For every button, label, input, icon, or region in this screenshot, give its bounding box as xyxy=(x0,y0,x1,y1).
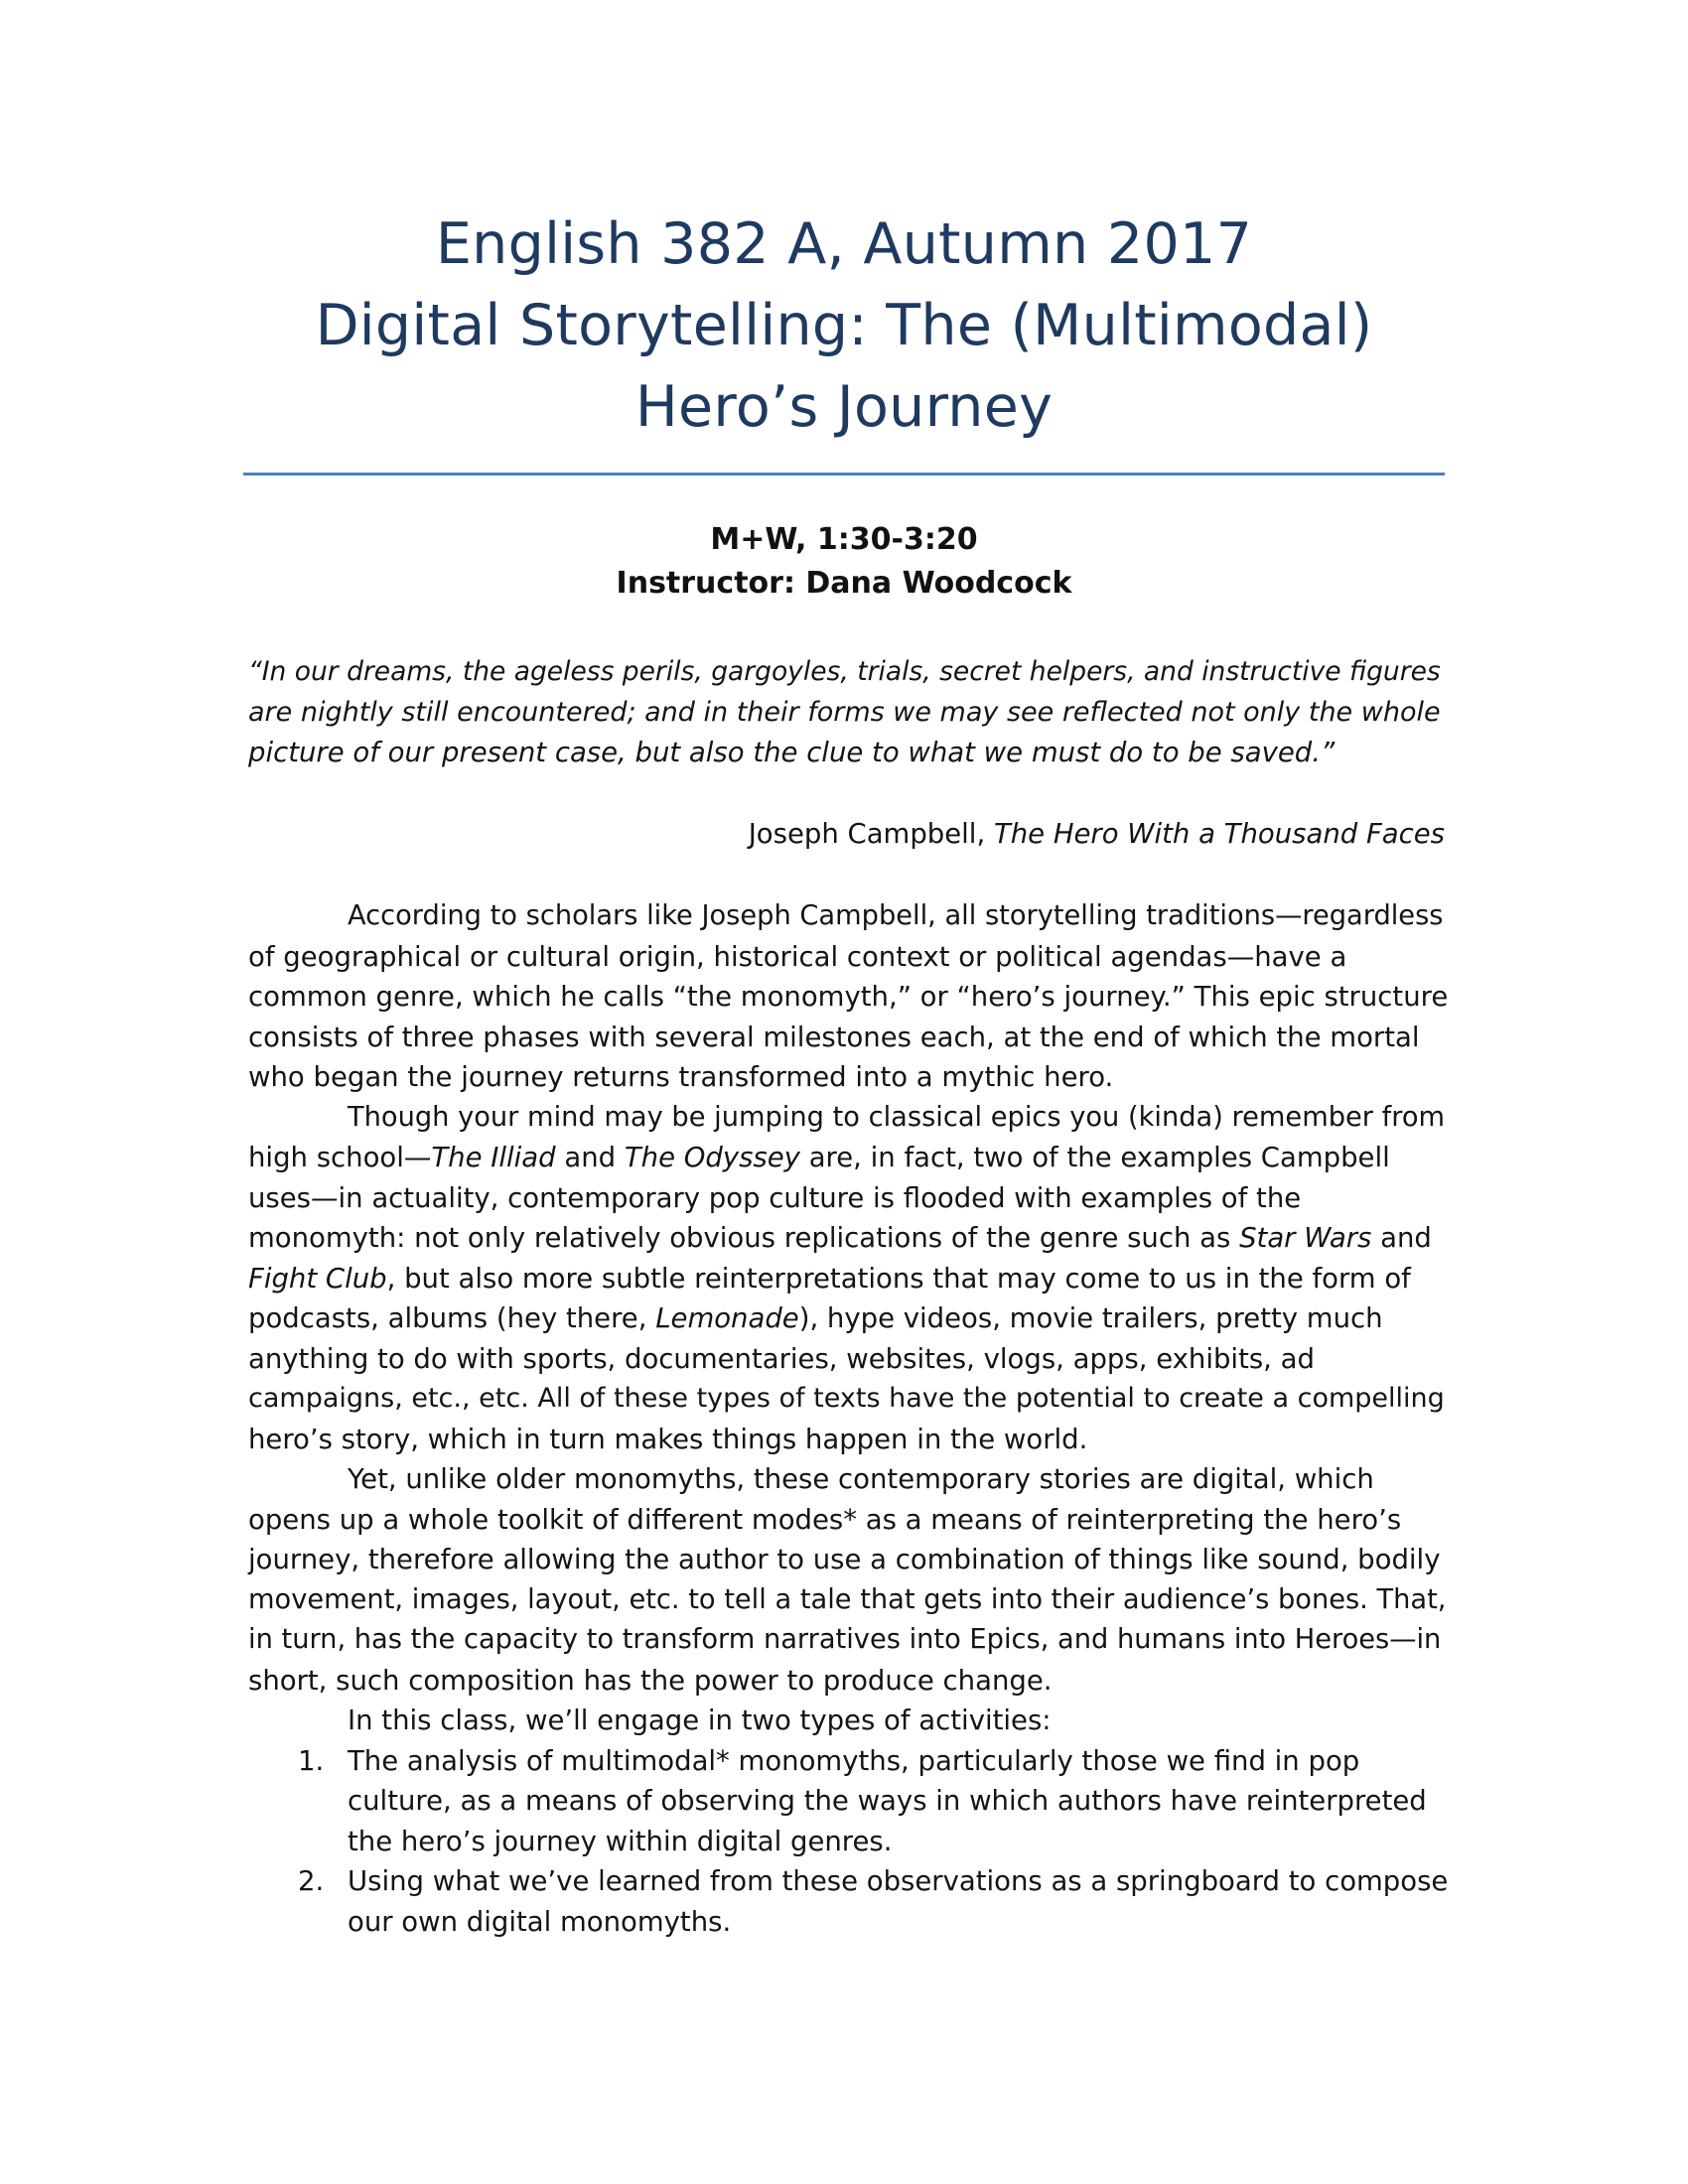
title-line-1: English 382 A, Autumn 2017 xyxy=(435,211,1253,277)
activities-intro: In this class, we’ll engage in two types of activities: xyxy=(348,1705,1052,1736)
text-run: and xyxy=(555,1142,625,1173)
list-item-line: Using what we’ve learned from these observations as a springboard to compose xyxy=(348,1865,1449,1897)
paragraph-2-line: uses—in actuality, contemporary pop culture is flooded with examples of the xyxy=(248,1181,1302,1214)
paragraph-2-line xyxy=(248,1218,1450,1259)
paragraph-2-line: hero’s story, which in turn makes things happen in the world. xyxy=(248,1423,1088,1455)
paragraph-1-line: consists of three phases with several milestones each, at the end of which the mortal xyxy=(248,1021,1420,1053)
paragraph-2-line xyxy=(248,1298,1450,1339)
epigraph-line-1: “In our dreams, the ageless perils, gargoyles, trials, secret helpers, and instructive figures xyxy=(248,656,1441,687)
paragraph-3-line: in turn, has the capacity to transform narratives into Epics, and humans into Heroes—in xyxy=(248,1624,1442,1655)
list-item-line: culture, as a means of observing the ways in which authors have reinterpreted xyxy=(348,1785,1427,1817)
list-item-line: our own digital monomyths. xyxy=(348,1905,732,1938)
course-title xyxy=(243,204,1445,448)
paragraph-2-line: anything to do with sports, documentaries, websites, vlogs, apps, exhibits, ad xyxy=(248,1342,1315,1375)
instructor: Instructor: Dana Woodcock xyxy=(616,566,1072,601)
epigraph-line-3: picture of our present case, but also the clue to what we must do to be saved.” xyxy=(248,737,1336,768)
paragraph-3-line: Yet, unlike older monomyths, these contemporary stories are digital, which xyxy=(348,1463,1374,1495)
title-line-3: Hero’s Journey xyxy=(634,374,1054,440)
course-meta xyxy=(243,518,1445,606)
paragraph-3-line: journey, therefore allowing the author to use a combination of things like sound, bodily xyxy=(248,1544,1441,1575)
text-run: , but also more subtle reinterpretations that may come to us in the form of xyxy=(386,1262,1411,1295)
paragraph-1-line: According to scholars like Joseph Campbell, all storytelling traditions—regardless xyxy=(348,900,1444,931)
title-odyssey: The Odyssey xyxy=(624,1142,800,1173)
paragraph-3 xyxy=(248,1459,1450,1701)
paragraph-2-line: campaigns, etc., etc. All of these types of texts have the potential to create a compelling xyxy=(248,1383,1445,1414)
attribution-author: Joseph Campbell, xyxy=(748,818,994,850)
paragraph-3-line: opens up a whole toolkit of different modes* as a means of reinterpreting the hero’s xyxy=(248,1503,1402,1536)
attribution-work: The Hero With a Thousand Faces xyxy=(993,818,1445,850)
paragraph-2-line xyxy=(248,1259,1450,1299)
paragraph-2-line: Though your mind may be jumping to classical epics you (kinda) remember from xyxy=(348,1101,1446,1133)
list-item xyxy=(248,1861,1450,1942)
epigraph-attribution xyxy=(248,814,1445,855)
text-run: monomyth: not only relatively obvious replications of the genre such as xyxy=(248,1222,1240,1254)
text-run: ), hype videos, movie trailers, pretty much xyxy=(798,1302,1383,1334)
text-run: high school— xyxy=(248,1142,432,1173)
body-text xyxy=(248,896,1450,1942)
schedule: M+W, 1:30-3:20 xyxy=(710,522,978,557)
list-item-line: the hero’s journey within digital genres. xyxy=(348,1825,893,1857)
paragraph-4 xyxy=(248,1701,1450,1942)
epigraph-line-2: are nightly still encountered; and in their forms we may see reflected not only the whole xyxy=(248,697,1441,728)
paragraph-1 xyxy=(248,896,1450,1098)
title-lemonade: Lemonade xyxy=(655,1302,799,1334)
paragraph-1-line: common genre, which he calls “the monomyth,” or “hero’s journey.” This epic structure xyxy=(248,981,1449,1013)
paragraph-3-line: movement, images, layout, etc. to tell a tale that gets into their audience’s bones. That, xyxy=(248,1583,1447,1615)
text-run: podcasts, albums (hey there, xyxy=(248,1302,656,1334)
paragraph-1-line: who began the journey returns transformed into a mythic hero. xyxy=(248,1061,1114,1093)
title-line-2: Digital Storytelling: The (Multimodal) xyxy=(315,293,1373,358)
list-item xyxy=(248,1741,1450,1862)
title-illiad: The Illiad xyxy=(431,1142,556,1173)
paragraph-3-line: short, such composition has the power to produce change. xyxy=(248,1664,1053,1697)
paragraph-2 xyxy=(248,1098,1450,1460)
list-item-number: 2. xyxy=(298,1865,325,1897)
title-star-wars: Star Wars xyxy=(1239,1222,1372,1254)
paragraph-1-line: of geographical or cultural origin, historical context or political agendas—have a xyxy=(248,940,1347,973)
list-item-number: 1. xyxy=(298,1744,325,1777)
text-run: are, in fact, two of the examples Campbell xyxy=(799,1142,1390,1173)
title-fight-club: Fight Club xyxy=(248,1262,387,1295)
paragraph-2-line xyxy=(248,1138,1450,1178)
list-item-line: The analysis of multimodal* monomyths, particularly those we find in pop xyxy=(348,1744,1360,1777)
title-divider xyxy=(243,473,1445,476)
text-run: and xyxy=(1371,1222,1432,1254)
epigraph-quote xyxy=(248,651,1445,773)
